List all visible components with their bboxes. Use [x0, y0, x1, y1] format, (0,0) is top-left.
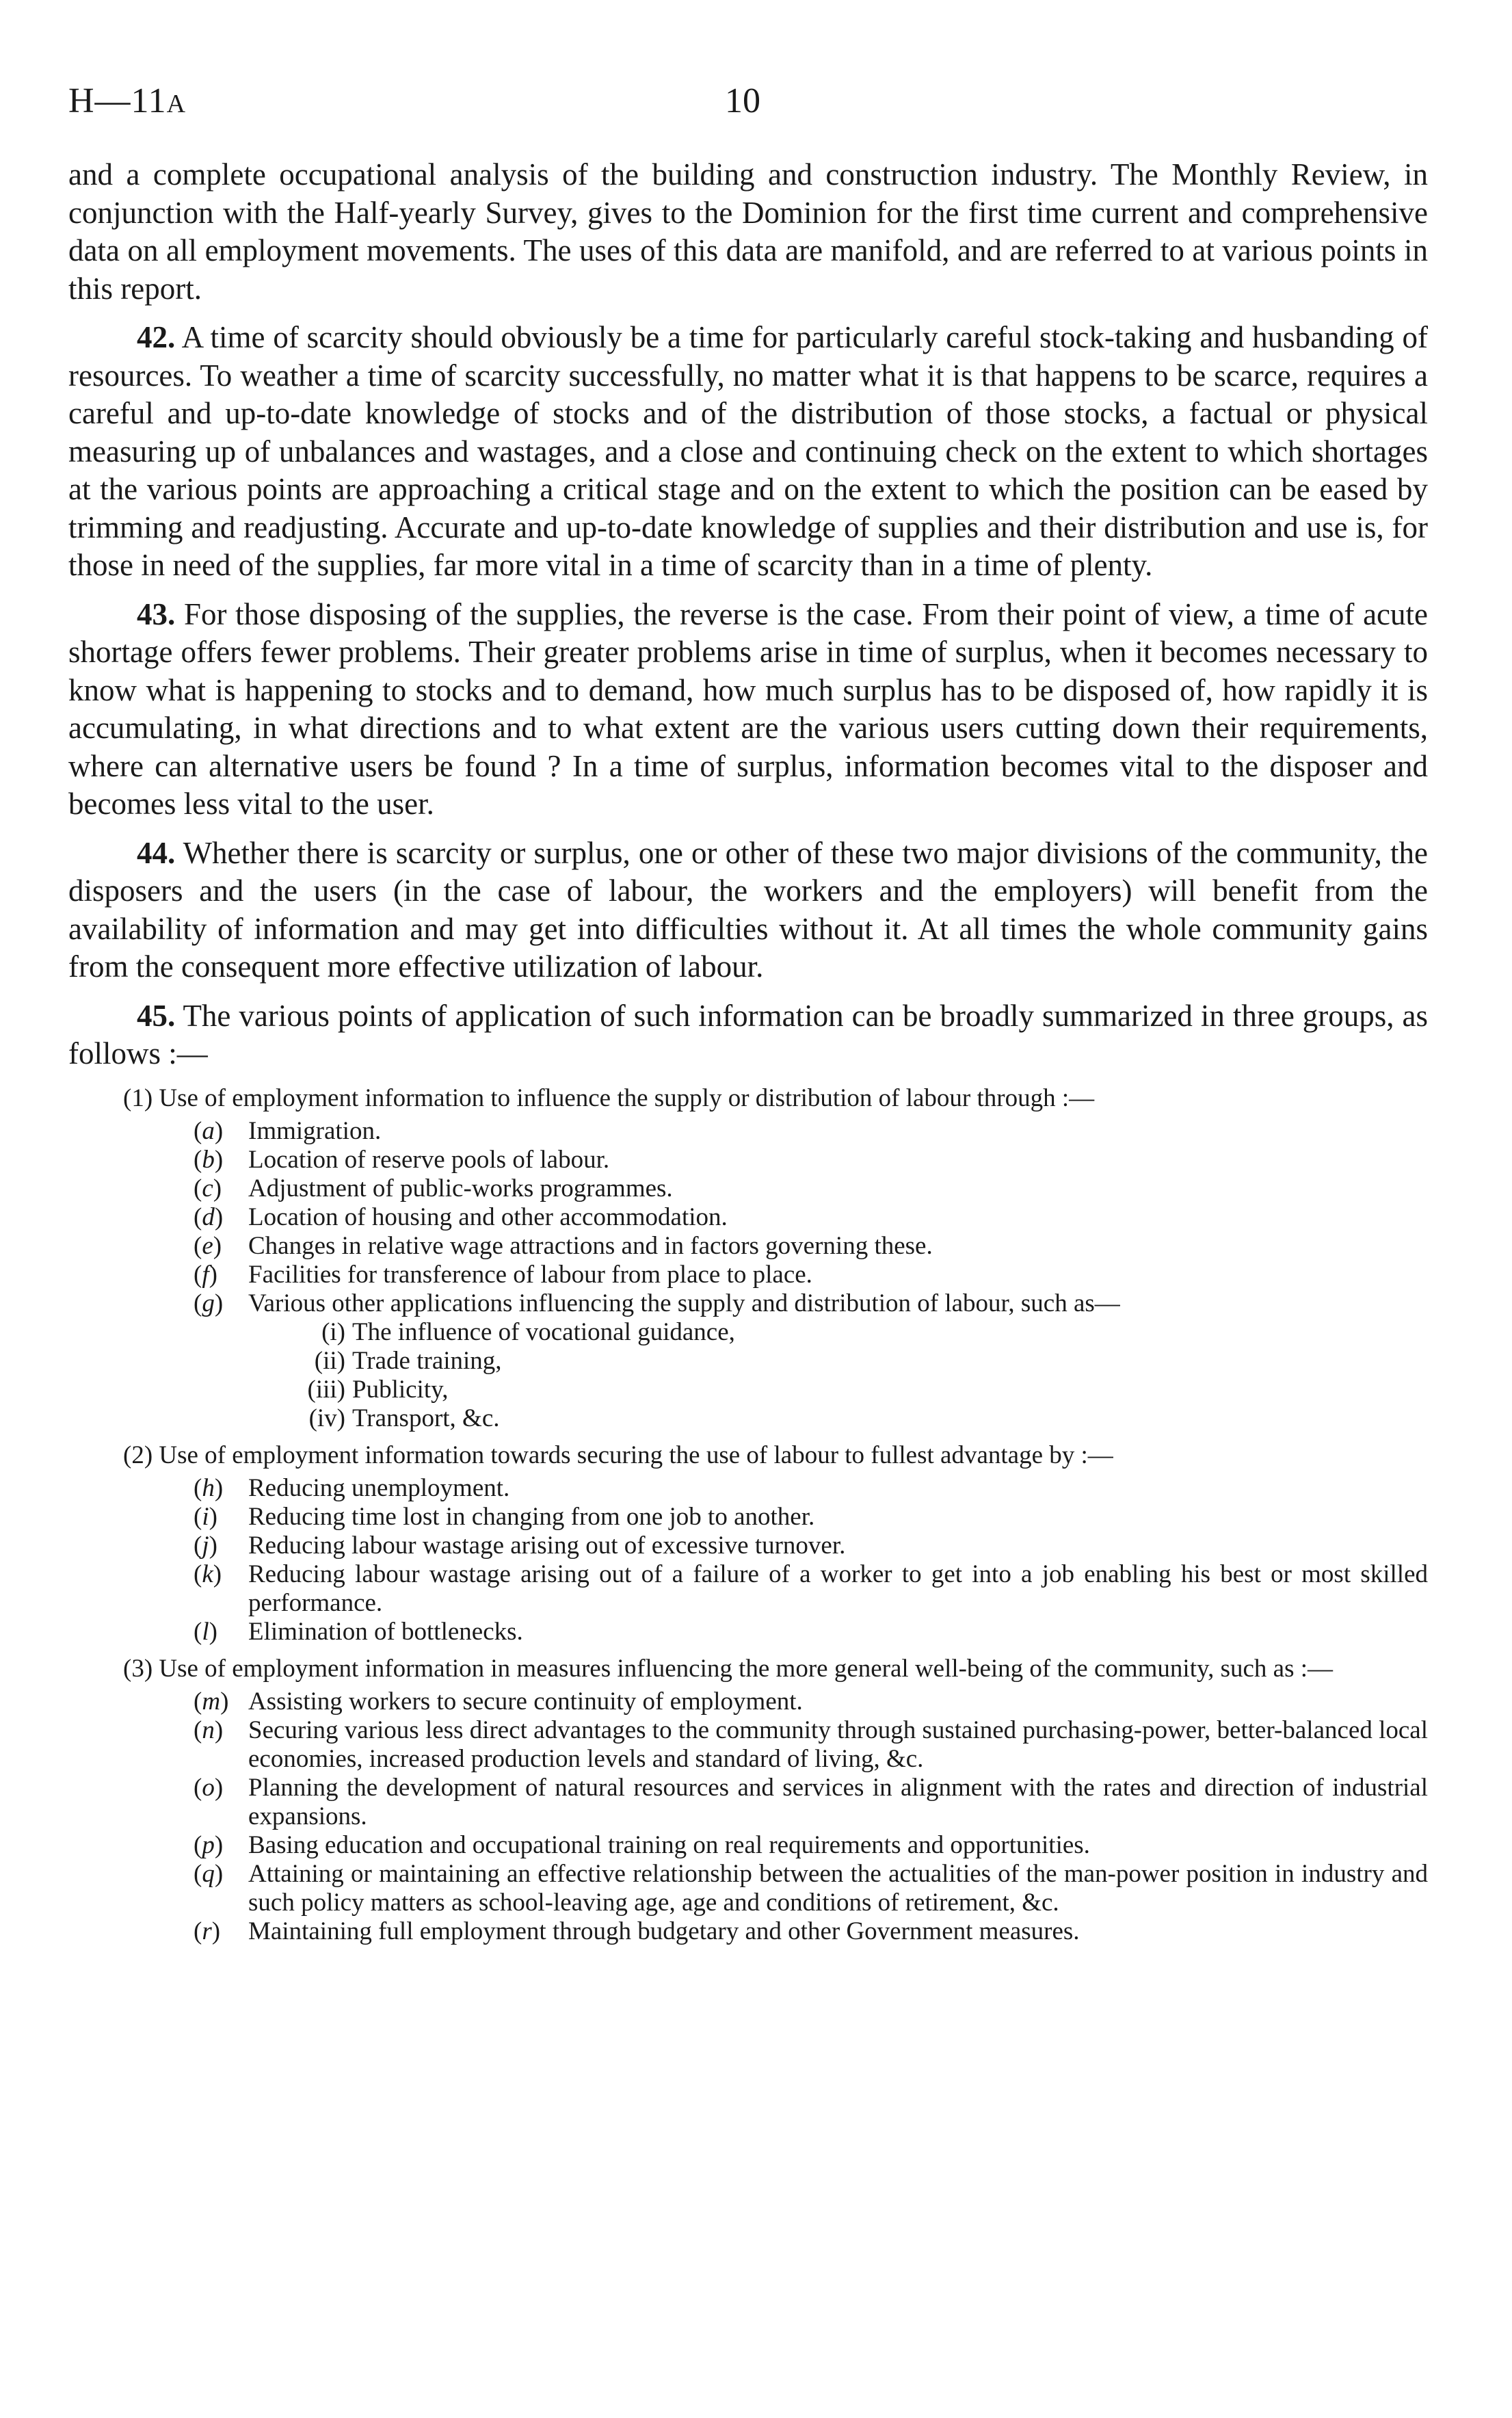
item-label: (l)	[194, 1617, 217, 1646]
list-item	[68, 1261, 1428, 1289]
list-item	[68, 1560, 1428, 1618]
paragraph-number: 44.	[137, 835, 176, 870]
list-item	[68, 1232, 1428, 1261]
group-1-heading: (1) Use of employment information to influence the supply or distribution of labour through :—	[123, 1083, 1095, 1112]
item-text: Various other applications influencing the supply and distribution of labour, such as—	[248, 1289, 1120, 1317]
item-label: (h)	[194, 1473, 224, 1502]
paragraph-text: Whether there is scarcity or surplus, one or other of these two major divisions of the community, the disposers and the users (in the case of labour, the workers and the employers) will benefit from the availability of information and may get into difficulties without it. At all times the whole community gains from the consequent more effective utilization of labour.	[68, 835, 1428, 984]
item-text: Reducing unemployment.	[248, 1473, 510, 1502]
item-text: Reducing labour wastage arising out of excessive turnover.	[248, 1531, 846, 1560]
list-item	[68, 1618, 1428, 1646]
item-text: Securing various less direct advantages to the community through sustained purchasing-power, better-balanced local economies, increased production levels and standard of living, &c.	[248, 1716, 1428, 1773]
paragraph-number: 42.	[137, 320, 176, 354]
item-label: (j)	[194, 1531, 217, 1560]
item-text: Assisting workers to secure continuity of employment.	[248, 1687, 803, 1716]
item-text: Location of housing and other accommodation.	[248, 1203, 728, 1231]
item-text: Immigration.	[248, 1116, 382, 1145]
sub-item-label: (iv)	[308, 1404, 345, 1432]
paragraph-41-continued	[68, 156, 1428, 308]
reference-main: H—11	[68, 81, 167, 120]
group-3-list	[68, 1687, 1428, 1946]
list-item	[68, 1716, 1428, 1774]
item-label: (b)	[194, 1145, 224, 1174]
item-text: Location of reserve pools of labour.	[248, 1145, 610, 1174]
page-header	[68, 81, 1428, 135]
item-text: Adjustment of public-works programmes.	[248, 1174, 673, 1203]
paragraph-text: The various points of application of such information can be broadly summarized in three groups, as follows :—	[68, 998, 1429, 1070]
item-label: (d)	[194, 1203, 224, 1231]
list-item	[68, 1831, 1428, 1860]
document-body	[68, 156, 1428, 1950]
paragraph-44	[68, 835, 1428, 986]
item-text: Planning the development of natural resources and services in alignment with the rates and direction of industrial expansions.	[248, 1773, 1428, 1830]
group-2-heading: (2) Use of employment information towards securing the use of labour to fullest advantage by :—	[123, 1441, 1113, 1469]
list-item	[68, 1174, 1428, 1203]
sub-item-label: (i)	[321, 1317, 345, 1346]
list-item	[68, 1687, 1428, 1716]
list-item	[68, 1503, 1428, 1532]
item-label: (o)	[194, 1773, 224, 1802]
item-text: Maintaining full employment through budgetary and other Government measures.	[248, 1917, 1080, 1945]
sub-item	[68, 1318, 1428, 1347]
item-text: Reducing labour wastage arising out of a failure of a worker to get into a job enabling his best or most skilled performance.	[248, 1560, 1428, 1617]
item-label: (n)	[194, 1716, 224, 1744]
sub-item-text: Publicity,	[352, 1375, 449, 1404]
item-text: Attaining or maintaining an effective relationship between the actualities of the man-power position in industry and such policy matters as school-leaving age, age and conditions of retirement, &c.	[248, 1859, 1428, 1917]
paragraph-text: and a complete occupational analysis of the building and construction industry. The Monthly Review, in conjunction with the Half-yearly Survey, gives to the Dominion for the first time current and comprehensive data on all employment movements. The uses of this data are manifold, and are referred to at various points in this report.	[68, 157, 1428, 306]
list-item	[68, 1774, 1428, 1831]
paragraph-number: 45.	[137, 998, 176, 1033]
paragraph-text: A time of scarcity should obviously be a time for particularly careful stock-taking and husbanding of resources. To weather a time of scarcity successfully, no matter what it is that happens to be scarce, requires a careful and up-to-date knowledge of stocks and of the distribution of those stocks, a factual or physical measuring up of unbalances and wastages, and a close and continuing check on the extent to which shortages at the various points are approaching a critical stage and on the extent to which the position can be eased by trimming and readjusting. Accurate and up-to-date knowledge of supplies and their distribution and use is, for those in need of the supplies, far more vital in a time of scarcity than in a time of plenty.	[68, 320, 1428, 582]
item-text: Reducing time lost in changing from one job to another.	[248, 1502, 815, 1531]
sub-item	[68, 1347, 1428, 1376]
item-label: (k)	[194, 1560, 222, 1588]
list-item	[68, 1860, 1428, 1917]
sub-item-text: Trade training,	[352, 1346, 502, 1375]
group-1-list	[68, 1117, 1428, 1433]
item-label: (m)	[194, 1687, 229, 1716]
item-label: (f)	[194, 1260, 217, 1289]
paragraph-text: For those disposing of the supplies, the reverse is the case. From their point of view, a time of acute shortage offers fewer problems. Their greater problems arise in time of surplus, when it becomes necessary to know what is happening to stocks and to demand, how much surplus has to be disposed of, how rapidly it is accumulating, in what directions and to what extent are the various users cutting down their requirements, where can alternative users be found ? In a time of surplus, information becomes vital to the disposer and becomes less vital to the user.	[68, 596, 1428, 821]
reference-suffix: A	[166, 90, 187, 118]
list-item	[68, 1474, 1428, 1503]
item-label: (p)	[194, 1830, 224, 1859]
document-reference	[68, 81, 186, 121]
sub-item-text: The influence of vocational guidance,	[352, 1317, 735, 1346]
item-label: (q)	[194, 1859, 224, 1888]
sub-item-text: Transport, &c.	[352, 1404, 500, 1432]
list-item	[68, 1117, 1428, 1146]
group-2-list	[68, 1474, 1428, 1646]
sub-item-label: (ii)	[314, 1346, 345, 1375]
item-text: Elimination of bottlenecks.	[248, 1617, 523, 1646]
item-label: (i)	[194, 1502, 217, 1531]
paragraph-43	[68, 596, 1428, 824]
list-item	[68, 1289, 1428, 1318]
paragraph-42	[68, 319, 1428, 585]
item-text: Changes in relative wage attractions and in factors governing these.	[248, 1231, 933, 1260]
item-text: Facilities for transference of labour from place to place.	[248, 1260, 812, 1289]
sub-item	[68, 1404, 1428, 1433]
paragraph-number: 43.	[137, 596, 176, 631]
sub-item-label: (iii)	[307, 1375, 345, 1404]
item-label: (c)	[194, 1174, 222, 1203]
item-label: (e)	[194, 1231, 222, 1260]
sub-item	[68, 1376, 1428, 1404]
list-item	[68, 1146, 1428, 1174]
item-label: (a)	[194, 1116, 224, 1145]
item-text: Basing education and occupational training on real requirements and opportunities.	[248, 1830, 1090, 1859]
item-label: (r)	[194, 1917, 221, 1945]
paragraph-45	[68, 997, 1428, 1073]
list-item	[68, 1917, 1428, 1946]
list-item	[68, 1203, 1428, 1232]
item-label: (g)	[194, 1289, 224, 1317]
group-3-heading: (3) Use of employment information in measures influencing the more general well-being of the community, such as :—	[123, 1654, 1334, 1683]
list-item	[68, 1532, 1428, 1560]
page-number: 10	[725, 81, 760, 120]
